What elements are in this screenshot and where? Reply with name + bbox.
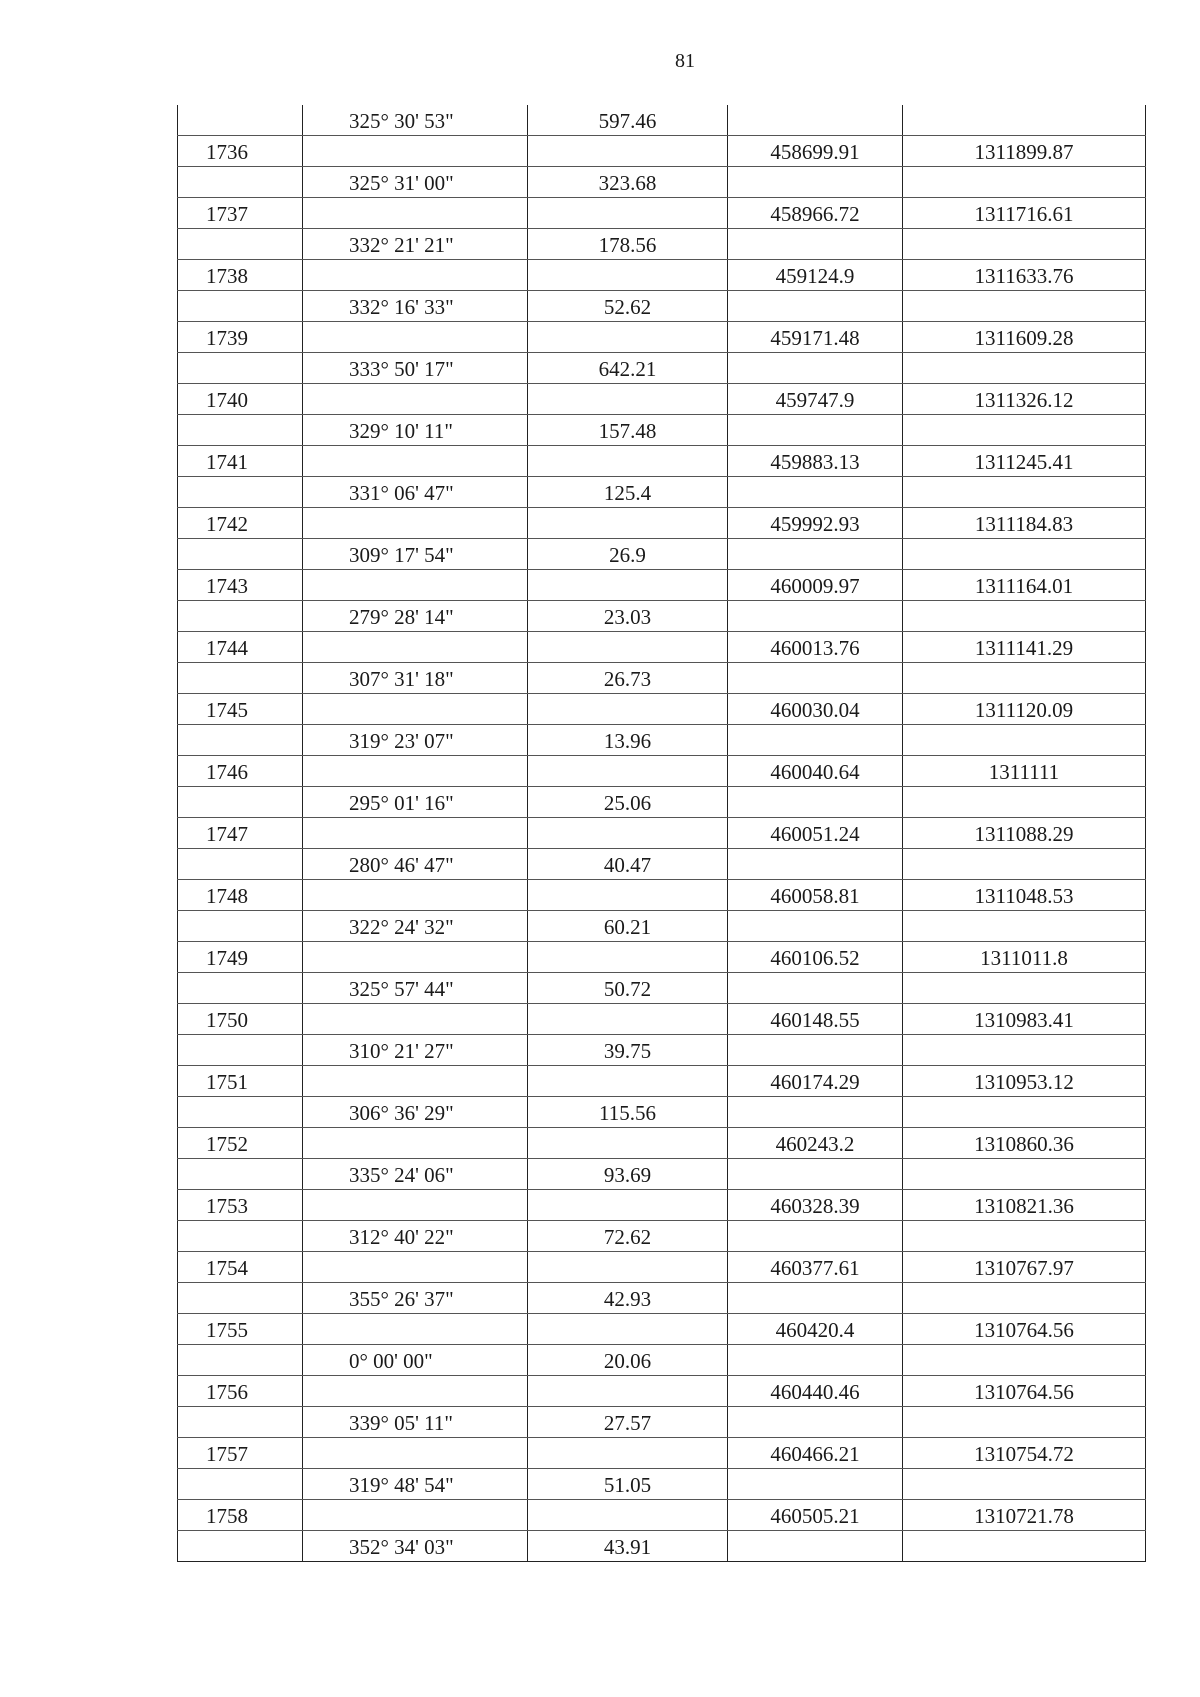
point-row: [178, 508, 1146, 539]
bearing-cell: 329° 10' 11": [303, 415, 528, 446]
distance-cell: 51.05: [528, 1469, 728, 1500]
point-row: [178, 136, 1146, 167]
northing-cell-empty: [728, 415, 903, 446]
bearing-row: [178, 787, 1146, 818]
point-cell-empty: [178, 973, 303, 1004]
point-row: [178, 818, 1146, 849]
point-row: [178, 942, 1146, 973]
point-id-cell: 1750: [178, 1004, 303, 1035]
point-id-cell: 1749: [178, 942, 303, 973]
point-cell-empty: [178, 1407, 303, 1438]
point-cell-empty: [178, 415, 303, 446]
distance-cell: 13.96: [528, 725, 728, 756]
bearing-cell-empty: [303, 322, 528, 353]
distance-cell: 178.56: [528, 229, 728, 260]
distance-cell: 52.62: [528, 291, 728, 322]
point-row: [178, 1190, 1146, 1221]
point-row: [178, 1500, 1146, 1531]
easting-cell-empty: [903, 1097, 1146, 1128]
easting-cell-empty: [903, 477, 1146, 508]
northing-cell-empty: [728, 353, 903, 384]
northing-cell-empty: [728, 1035, 903, 1066]
easting-cell-empty: [903, 1345, 1146, 1376]
bearing-row: [178, 601, 1146, 632]
northing-cell-empty: [728, 911, 903, 942]
northing-cell: 458966.72: [728, 198, 903, 229]
point-row: [178, 880, 1146, 911]
northing-cell-empty: [728, 229, 903, 260]
point-id-cell: 1744: [178, 632, 303, 663]
easting-cell-empty: [903, 1283, 1146, 1314]
bearing-row: [178, 477, 1146, 508]
northing-cell: 459883.13: [728, 446, 903, 477]
northing-cell: 460420.4: [728, 1314, 903, 1345]
point-row: [178, 1314, 1146, 1345]
northing-cell: 459171.48: [728, 322, 903, 353]
bearing-row: [178, 1097, 1146, 1128]
bearing-cell: 0° 00' 00": [303, 1345, 528, 1376]
bearing-cell: 325° 31' 00": [303, 167, 528, 198]
easting-cell-empty: [903, 229, 1146, 260]
easting-cell: 1311164.01: [903, 570, 1146, 601]
bearing-cell: 307° 31' 18": [303, 663, 528, 694]
distance-cell-empty: [528, 880, 728, 911]
point-row: [178, 1128, 1146, 1159]
northing-cell-empty: [728, 1469, 903, 1500]
distance-cell: 115.56: [528, 1097, 728, 1128]
point-row: [178, 632, 1146, 663]
northing-cell: 460058.81: [728, 880, 903, 911]
northing-cell-empty: [728, 1097, 903, 1128]
bearing-cell-empty: [303, 632, 528, 663]
point-cell-empty: [178, 477, 303, 508]
point-cell-empty: [178, 229, 303, 260]
northing-cell: 460009.97: [728, 570, 903, 601]
point-cell-empty: [178, 1469, 303, 1500]
bearing-cell-empty: [303, 136, 528, 167]
point-id-cell: 1738: [178, 260, 303, 291]
distance-cell-empty: [528, 1066, 728, 1097]
northing-cell-empty: [728, 663, 903, 694]
point-cell-empty: [178, 1097, 303, 1128]
northing-cell-empty: [728, 1159, 903, 1190]
distance-cell-empty: [528, 508, 728, 539]
easting-cell-empty: [903, 105, 1146, 136]
northing-cell: 460377.61: [728, 1252, 903, 1283]
bearing-cell-empty: [303, 446, 528, 477]
northing-cell-empty: [728, 105, 903, 136]
easting-cell: 1310983.41: [903, 1004, 1146, 1035]
point-cell-empty: [178, 911, 303, 942]
bearing-row: [178, 1221, 1146, 1252]
northing-cell-empty: [728, 291, 903, 322]
bearing-row: [178, 1531, 1146, 1562]
point-id-cell: 1741: [178, 446, 303, 477]
distance-cell: 323.68: [528, 167, 728, 198]
bearing-row: [178, 973, 1146, 1004]
distance-cell: 42.93: [528, 1283, 728, 1314]
easting-cell: 1311609.28: [903, 322, 1146, 353]
point-row: [178, 1438, 1146, 1469]
point-row: [178, 446, 1146, 477]
easting-cell-empty: [903, 787, 1146, 818]
bearing-cell-empty: [303, 942, 528, 973]
northing-cell: 460466.21: [728, 1438, 903, 1469]
northing-cell: 460505.21: [728, 1500, 903, 1531]
easting-cell-empty: [903, 973, 1146, 1004]
bearing-cell: 279° 28' 14": [303, 601, 528, 632]
northing-cell-empty: [728, 601, 903, 632]
bearing-cell-empty: [303, 570, 528, 601]
northing-cell-empty: [728, 1221, 903, 1252]
bearing-row: [178, 1407, 1146, 1438]
easting-cell-empty: [903, 1469, 1146, 1500]
distance-cell-empty: [528, 756, 728, 787]
point-id-cell: 1758: [178, 1500, 303, 1531]
distance-cell-empty: [528, 384, 728, 415]
easting-cell: 1310764.56: [903, 1314, 1146, 1345]
easting-cell-empty: [903, 415, 1146, 446]
distance-cell-empty: [528, 1314, 728, 1345]
point-id-cell: 1743: [178, 570, 303, 601]
point-cell-empty: [178, 1345, 303, 1376]
point-cell-empty: [178, 1531, 303, 1562]
bearing-cell-empty: [303, 1004, 528, 1035]
northing-cell: 460106.52: [728, 942, 903, 973]
point-cell-empty: [178, 167, 303, 198]
point-id-cell: 1752: [178, 1128, 303, 1159]
distance-cell: 40.47: [528, 849, 728, 880]
point-cell-empty: [178, 1221, 303, 1252]
bearing-cell-empty: [303, 694, 528, 725]
point-row: [178, 570, 1146, 601]
bearing-row: [178, 1469, 1146, 1500]
distance-cell: 60.21: [528, 911, 728, 942]
easting-cell: 1311326.12: [903, 384, 1146, 415]
easting-cell: 1311141.29: [903, 632, 1146, 663]
easting-cell-empty: [903, 291, 1146, 322]
bearing-cell-empty: [303, 818, 528, 849]
coordinate-table-container: [177, 105, 1145, 1562]
point-row: [178, 322, 1146, 353]
point-row: [178, 694, 1146, 725]
point-id-cell: 1757: [178, 1438, 303, 1469]
distance-cell-empty: [528, 1500, 728, 1531]
distance-cell-empty: [528, 198, 728, 229]
northing-cell-empty: [728, 1345, 903, 1376]
distance-cell: 26.73: [528, 663, 728, 694]
easting-cell: 1310953.12: [903, 1066, 1146, 1097]
bearing-cell-empty: [303, 880, 528, 911]
easting-cell: 1311633.76: [903, 260, 1146, 291]
easting-cell: 1311048.53: [903, 880, 1146, 911]
point-id-cell: 1755: [178, 1314, 303, 1345]
northing-cell: 460040.64: [728, 756, 903, 787]
distance-cell-empty: [528, 570, 728, 601]
point-cell-empty: [178, 539, 303, 570]
point-id-cell: 1747: [178, 818, 303, 849]
bearing-row: [178, 229, 1146, 260]
point-id-cell: 1737: [178, 198, 303, 229]
point-row: [178, 1376, 1146, 1407]
distance-cell-empty: [528, 136, 728, 167]
bearing-cell: 295° 01' 16": [303, 787, 528, 818]
point-cell-empty: [178, 849, 303, 880]
point-id-cell: 1739: [178, 322, 303, 353]
northing-cell: 459747.9: [728, 384, 903, 415]
northing-cell: 459992.93: [728, 508, 903, 539]
distance-cell: 27.57: [528, 1407, 728, 1438]
page-number: 81: [675, 50, 695, 72]
bearing-row: [178, 663, 1146, 694]
distance-cell: 597.46: [528, 105, 728, 136]
point-id-cell: 1740: [178, 384, 303, 415]
point-row: [178, 198, 1146, 229]
northing-cell: 460013.76: [728, 632, 903, 663]
point-row: [178, 1066, 1146, 1097]
bearing-cell: 310° 21' 27": [303, 1035, 528, 1066]
easting-cell-empty: [903, 1531, 1146, 1562]
bearing-cell: 331° 06' 47": [303, 477, 528, 508]
bearing-row: [178, 911, 1146, 942]
easting-cell: 1311011.8: [903, 942, 1146, 973]
bearing-row: [178, 1159, 1146, 1190]
northing-cell-empty: [728, 787, 903, 818]
point-row: [178, 384, 1146, 415]
bearing-cell: 325° 30' 53": [303, 105, 528, 136]
northing-cell: 460243.2: [728, 1128, 903, 1159]
bearing-row: [178, 849, 1146, 880]
bearing-cell: 352° 34' 03": [303, 1531, 528, 1562]
bearing-row: [178, 105, 1146, 136]
northing-cell-empty: [728, 1283, 903, 1314]
easting-cell-empty: [903, 539, 1146, 570]
northing-cell-empty: [728, 973, 903, 1004]
easting-cell: 1310764.56: [903, 1376, 1146, 1407]
bearing-cell: 306° 36' 29": [303, 1097, 528, 1128]
easting-cell: 1311245.41: [903, 446, 1146, 477]
easting-cell-empty: [903, 353, 1146, 384]
bearing-cell: 280° 46' 47": [303, 849, 528, 880]
distance-cell-empty: [528, 1128, 728, 1159]
bearing-cell-empty: [303, 1252, 528, 1283]
easting-cell: 1311899.87: [903, 136, 1146, 167]
point-cell-empty: [178, 1283, 303, 1314]
easting-cell-empty: [903, 849, 1146, 880]
point-cell-empty: [178, 663, 303, 694]
bearing-cell-empty: [303, 1128, 528, 1159]
easting-cell: 1310754.72: [903, 1438, 1146, 1469]
point-cell-empty: [178, 105, 303, 136]
easting-cell: 1310821.36: [903, 1190, 1146, 1221]
point-row: [178, 1004, 1146, 1035]
northing-cell-empty: [728, 725, 903, 756]
point-id-cell: 1756: [178, 1376, 303, 1407]
point-id-cell: 1748: [178, 880, 303, 911]
northing-cell: 460148.55: [728, 1004, 903, 1035]
easting-cell-empty: [903, 601, 1146, 632]
distance-cell: 72.62: [528, 1221, 728, 1252]
distance-cell: 50.72: [528, 973, 728, 1004]
bearing-cell: 355° 26' 37": [303, 1283, 528, 1314]
bearing-row: [178, 1345, 1146, 1376]
northing-cell-empty: [728, 477, 903, 508]
easting-cell-empty: [903, 1221, 1146, 1252]
easting-cell-empty: [903, 1159, 1146, 1190]
northing-cell-empty: [728, 1407, 903, 1438]
bearing-cell-empty: [303, 1066, 528, 1097]
easting-cell: 1311088.29: [903, 818, 1146, 849]
easting-cell: 1311111: [903, 756, 1146, 787]
bearing-cell: 322° 24' 32": [303, 911, 528, 942]
point-id-cell: 1745: [178, 694, 303, 725]
distance-cell-empty: [528, 1252, 728, 1283]
distance-cell: 157.48: [528, 415, 728, 446]
bearing-cell: 319° 48' 54": [303, 1469, 528, 1500]
bearing-cell-empty: [303, 198, 528, 229]
easting-cell: 1311120.09: [903, 694, 1146, 725]
easting-cell-empty: [903, 663, 1146, 694]
distance-cell-empty: [528, 632, 728, 663]
bearing-cell-empty: [303, 1190, 528, 1221]
point-id-cell: 1754: [178, 1252, 303, 1283]
bearing-row: [178, 415, 1146, 446]
distance-cell: 26.9: [528, 539, 728, 570]
distance-cell: 25.06: [528, 787, 728, 818]
northing-cell: 458699.91: [728, 136, 903, 167]
northing-cell-empty: [728, 167, 903, 198]
point-cell-empty: [178, 353, 303, 384]
distance-cell-empty: [528, 322, 728, 353]
bearing-cell: 332° 21' 21": [303, 229, 528, 260]
distance-cell: 93.69: [528, 1159, 728, 1190]
point-id-cell: 1742: [178, 508, 303, 539]
easting-cell-empty: [903, 725, 1146, 756]
bearing-row: [178, 539, 1146, 570]
distance-cell-empty: [528, 942, 728, 973]
bearing-row: [178, 291, 1146, 322]
distance-cell: 20.06: [528, 1345, 728, 1376]
distance-cell: 39.75: [528, 1035, 728, 1066]
northing-cell-empty: [728, 1531, 903, 1562]
bearing-cell: 309° 17' 54": [303, 539, 528, 570]
northing-cell: 460440.46: [728, 1376, 903, 1407]
easting-cell: 1311716.61: [903, 198, 1146, 229]
bearing-cell-empty: [303, 508, 528, 539]
bearing-cell-empty: [303, 1500, 528, 1531]
distance-cell-empty: [528, 1004, 728, 1035]
bearing-cell-empty: [303, 756, 528, 787]
point-row: [178, 756, 1146, 787]
bearing-cell-empty: [303, 384, 528, 415]
bearing-cell: 319° 23' 07": [303, 725, 528, 756]
easting-cell-empty: [903, 167, 1146, 198]
easting-cell: 1310721.78: [903, 1500, 1146, 1531]
bearing-cell: 325° 57' 44": [303, 973, 528, 1004]
easting-cell: 1310767.97: [903, 1252, 1146, 1283]
bearing-row: [178, 1283, 1146, 1314]
point-id-cell: 1753: [178, 1190, 303, 1221]
northing-cell: 460174.29: [728, 1066, 903, 1097]
point-id-cell: 1751: [178, 1066, 303, 1097]
easting-cell: 1311184.83: [903, 508, 1146, 539]
point-cell-empty: [178, 1159, 303, 1190]
bearing-cell-empty: [303, 1314, 528, 1345]
distance-cell-empty: [528, 694, 728, 725]
northing-cell-empty: [728, 849, 903, 880]
bearing-cell: 339° 05' 11": [303, 1407, 528, 1438]
distance-cell: 642.21: [528, 353, 728, 384]
northing-cell: 460051.24: [728, 818, 903, 849]
point-cell-empty: [178, 1035, 303, 1066]
northing-cell: 459124.9: [728, 260, 903, 291]
distance-cell-empty: [528, 818, 728, 849]
coordinate-table: [177, 105, 1146, 1562]
distance-cell-empty: [528, 1438, 728, 1469]
point-cell-empty: [178, 725, 303, 756]
bearing-cell-empty: [303, 260, 528, 291]
point-id-cell: 1736: [178, 136, 303, 167]
bearing-cell: 333° 50' 17": [303, 353, 528, 384]
point-id-cell: 1746: [178, 756, 303, 787]
bearing-row: [178, 1035, 1146, 1066]
distance-cell: 23.03: [528, 601, 728, 632]
bearing-row: [178, 353, 1146, 384]
easting-cell-empty: [903, 1407, 1146, 1438]
northing-cell: 460328.39: [728, 1190, 903, 1221]
distance-cell-empty: [528, 446, 728, 477]
bearing-cell-empty: [303, 1376, 528, 1407]
bearing-cell: 332° 16' 33": [303, 291, 528, 322]
point-cell-empty: [178, 601, 303, 632]
distance-cell: 125.4: [528, 477, 728, 508]
distance-cell: 43.91: [528, 1531, 728, 1562]
distance-cell-empty: [528, 260, 728, 291]
bearing-cell: 335° 24' 06": [303, 1159, 528, 1190]
easting-cell: 1310860.36: [903, 1128, 1146, 1159]
northing-cell: 460030.04: [728, 694, 903, 725]
point-cell-empty: [178, 787, 303, 818]
northing-cell-empty: [728, 539, 903, 570]
bearing-cell: 312° 40' 22": [303, 1221, 528, 1252]
easting-cell-empty: [903, 1035, 1146, 1066]
easting-cell-empty: [903, 911, 1146, 942]
bearing-cell-empty: [303, 1438, 528, 1469]
point-cell-empty: [178, 291, 303, 322]
point-row: [178, 1252, 1146, 1283]
bearing-row: [178, 167, 1146, 198]
distance-cell-empty: [528, 1190, 728, 1221]
distance-cell-empty: [528, 1376, 728, 1407]
point-row: [178, 260, 1146, 291]
bearing-row: [178, 725, 1146, 756]
